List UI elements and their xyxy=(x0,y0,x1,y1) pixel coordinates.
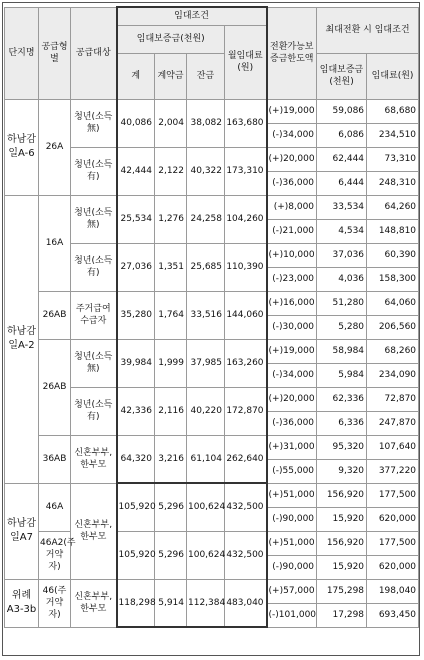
max-rent: 60,390 xyxy=(367,243,419,267)
deposit-total: 25,534 xyxy=(117,195,155,243)
max-deposit: 62,444 xyxy=(317,147,367,171)
header-complex: 단지명 xyxy=(5,7,39,99)
convertible-plus: (+)10,000 xyxy=(267,243,317,267)
max-deposit: 37,036 xyxy=(317,243,367,267)
max-rent: 377,220 xyxy=(367,459,419,483)
convertible-plus: (+)57,000 xyxy=(267,579,317,603)
header-balance: 잔금 xyxy=(187,53,225,99)
max-rent: 620,000 xyxy=(367,555,419,579)
max-deposit: 15,920 xyxy=(317,507,367,531)
convertible-minus: (-)90,000 xyxy=(267,555,317,579)
max-deposit: 33,534 xyxy=(317,195,367,219)
convertible-minus: (-)36,000 xyxy=(267,411,317,435)
max-deposit: 58,984 xyxy=(317,339,367,363)
max-deposit: 95,320 xyxy=(317,435,367,459)
convertible-plus: (+)20,000 xyxy=(267,387,317,411)
max-deposit: 6,444 xyxy=(317,171,367,195)
deposit-balance: 61,104 xyxy=(187,435,225,483)
max-deposit: 175,298 xyxy=(317,579,367,603)
header-rent: 임대료(원) xyxy=(367,53,419,99)
max-rent: 72,870 xyxy=(367,387,419,411)
convertible-plus: (+)20,000 xyxy=(267,147,317,171)
max-deposit: 5,984 xyxy=(317,363,367,387)
max-rent: 148,810 xyxy=(367,219,419,243)
monthly-rent: 163,680 xyxy=(225,99,267,147)
supply-target: 청년(소득 有) xyxy=(71,147,117,195)
supply-target: 청년(소득 無) xyxy=(71,339,117,387)
supply-target: 주거급여수급자 xyxy=(71,291,117,339)
max-rent: 158,300 xyxy=(367,267,419,291)
deposit-total: 105,920 xyxy=(117,483,155,531)
max-deposit: 59,086 xyxy=(317,99,367,123)
header-total: 계 xyxy=(117,53,155,99)
supply-type: 26AB xyxy=(39,339,71,435)
max-rent: 247,870 xyxy=(367,411,419,435)
deposit-contract: 2,122 xyxy=(155,147,187,195)
monthly-rent: 110,390 xyxy=(225,243,267,291)
convertible-minus: (-)23,000 xyxy=(267,267,317,291)
deposit-total: 64,320 xyxy=(117,435,155,483)
max-deposit: 156,920 xyxy=(317,483,367,507)
max-deposit: 15,920 xyxy=(317,555,367,579)
header-supply-target: 공급대상 xyxy=(71,7,117,99)
supply-target: 청년(소득 有) xyxy=(71,243,117,291)
max-rent: 248,310 xyxy=(367,171,419,195)
deposit-balance: 100,624 xyxy=(187,483,225,531)
convertible-plus: (+)51,000 xyxy=(267,483,317,507)
monthly-rent: 172,870 xyxy=(225,387,267,435)
deposit-contract: 3,216 xyxy=(155,435,187,483)
header-max-conversion: 최대전환 시 임대조건 xyxy=(317,7,419,53)
deposit-balance: 24,258 xyxy=(187,195,225,243)
deposit-contract: 1,276 xyxy=(155,195,187,243)
convertible-plus: (+)19,000 xyxy=(267,339,317,363)
deposit-total: 42,444 xyxy=(117,147,155,195)
complex-name: 하남감일A-6 xyxy=(5,99,39,195)
max-rent: 177,500 xyxy=(367,531,419,555)
deposit-total: 42,336 xyxy=(117,387,155,435)
supply-type: 46A xyxy=(39,483,71,531)
header-deposit: 임대보증금(천원) xyxy=(317,53,367,99)
deposit-total: 40,086 xyxy=(117,99,155,147)
deposit-balance: 100,624 xyxy=(187,531,225,579)
supply-target: 청년(소득 有) xyxy=(71,387,117,435)
deposit-contract: 5,914 xyxy=(155,579,187,627)
max-deposit: 62,336 xyxy=(317,387,367,411)
max-rent: 68,260 xyxy=(367,339,419,363)
deposit-balance: 40,220 xyxy=(187,387,225,435)
max-rent: 64,060 xyxy=(367,291,419,315)
max-rent: 73,310 xyxy=(367,147,419,171)
deposit-contract: 5,296 xyxy=(155,483,187,531)
convertible-minus: (-)34,000 xyxy=(267,123,317,147)
supply-type: 16A xyxy=(39,195,71,291)
supply-target: 신혼부부,한부모 xyxy=(71,483,117,579)
convertible-minus: (-)90,000 xyxy=(267,507,317,531)
convertible-plus: (+)31,000 xyxy=(267,435,317,459)
convertible-minus: (-)34,000 xyxy=(267,363,317,387)
max-deposit: 51,280 xyxy=(317,291,367,315)
max-rent: 107,640 xyxy=(367,435,419,459)
max-rent: 206,560 xyxy=(367,315,419,339)
supply-target: 청년(소득 無) xyxy=(71,195,117,243)
header-convertible: 전환가능보증금한도액 xyxy=(267,7,317,99)
deposit-balance: 25,685 xyxy=(187,243,225,291)
deposit-balance: 38,082 xyxy=(187,99,225,147)
max-deposit: 17,298 xyxy=(317,603,367,627)
deposit-total: 105,920 xyxy=(117,531,155,579)
convertible-minus: (-)36,000 xyxy=(267,171,317,195)
convertible-plus: (+)16,000 xyxy=(267,291,317,315)
monthly-rent: 173,310 xyxy=(225,147,267,195)
max-rent: 64,260 xyxy=(367,195,419,219)
monthly-rent: 104,260 xyxy=(225,195,267,243)
supply-target: 신혼부부,한부모 xyxy=(71,579,117,627)
max-deposit: 5,280 xyxy=(317,315,367,339)
supply-target: 신혼부부,한부모 xyxy=(71,435,117,483)
max-deposit: 4,534 xyxy=(317,219,367,243)
header-monthly-rent: 월임대료(원) xyxy=(225,25,267,99)
header-deposit-group: 임대보증금(천원) xyxy=(117,25,225,53)
convertible-minus: (-)101,000 xyxy=(267,603,317,627)
supply-type: 26A xyxy=(39,99,71,195)
complex-name: 하남감일A-2 xyxy=(5,195,39,483)
monthly-rent: 432,500 xyxy=(225,531,267,579)
max-rent: 177,500 xyxy=(367,483,419,507)
deposit-contract: 2,004 xyxy=(155,99,187,147)
supply-type: 46A2(주거약자) xyxy=(39,531,71,579)
deposit-total: 118,298 xyxy=(117,579,155,627)
max-rent: 234,510 xyxy=(367,123,419,147)
header-supply-type: 공급형별 xyxy=(39,7,71,99)
monthly-rent: 483,040 xyxy=(225,579,267,627)
deposit-total: 27,036 xyxy=(117,243,155,291)
convertible-plus: (+)8,000 xyxy=(267,195,317,219)
max-deposit: 6,336 xyxy=(317,411,367,435)
convertible-minus: (-)30,000 xyxy=(267,315,317,339)
deposit-contract: 1,351 xyxy=(155,243,187,291)
max-deposit: 6,086 xyxy=(317,123,367,147)
deposit-contract: 2,116 xyxy=(155,387,187,435)
convertible-plus: (+)51,000 xyxy=(267,531,317,555)
lease-conditions-table xyxy=(4,6,419,628)
deposit-contract: 1,764 xyxy=(155,291,187,339)
header-lease-conditions: 임대조건 xyxy=(117,7,267,25)
supply-type: 26AB xyxy=(39,291,71,339)
max-rent: 198,040 xyxy=(367,579,419,603)
deposit-balance: 112,384 xyxy=(187,579,225,627)
max-rent: 620,000 xyxy=(367,507,419,531)
max-deposit: 4,036 xyxy=(317,267,367,291)
deposit-total: 35,280 xyxy=(117,291,155,339)
complex-name: 하남감일A7 xyxy=(5,483,39,579)
deposit-total: 39,984 xyxy=(117,339,155,387)
complex-name: 위례A3-3b xyxy=(5,579,39,627)
deposit-contract: 5,296 xyxy=(155,531,187,579)
max-rent: 234,090 xyxy=(367,363,419,387)
max-rent: 68,680 xyxy=(367,99,419,123)
monthly-rent: 144,060 xyxy=(225,291,267,339)
supply-type: 46(주거약자) xyxy=(39,579,71,627)
monthly-rent: 432,500 xyxy=(225,483,267,531)
max-rent: 693,450 xyxy=(367,603,419,627)
deposit-balance: 33,516 xyxy=(187,291,225,339)
convertible-minus: (-)21,000 xyxy=(267,219,317,243)
max-deposit: 9,320 xyxy=(317,459,367,483)
supply-target: 청년(소득 無) xyxy=(71,99,117,147)
convertible-minus: (-)55,000 xyxy=(267,459,317,483)
deposit-balance: 40,322 xyxy=(187,147,225,195)
header-contract: 계약금 xyxy=(155,53,187,99)
max-deposit: 156,920 xyxy=(317,531,367,555)
supply-type: 36AB xyxy=(39,435,71,483)
deposit-contract: 1,999 xyxy=(155,339,187,387)
monthly-rent: 163,260 xyxy=(225,339,267,387)
monthly-rent: 262,640 xyxy=(225,435,267,483)
convertible-plus: (+)19,000 xyxy=(267,99,317,123)
deposit-balance: 37,985 xyxy=(187,339,225,387)
